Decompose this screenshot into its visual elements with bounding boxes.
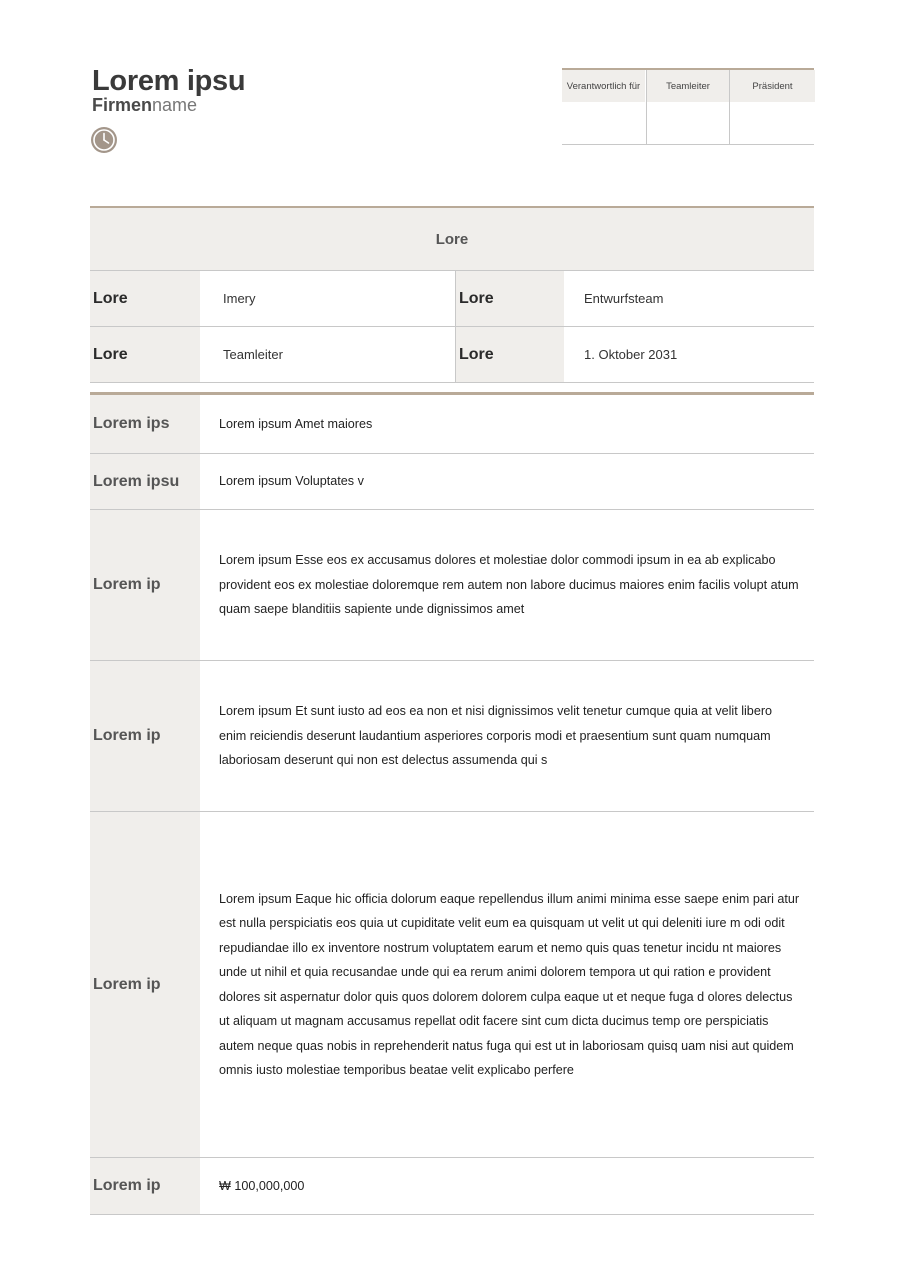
content-row [90, 1158, 814, 1215]
content-row [90, 661, 814, 812]
content-table [90, 392, 814, 1215]
info-value: Teamleiter [223, 347, 283, 362]
content-value: Lorem ipsum Et sunt iusto ad eos ea non et nisi dignissimos velit tenetur cumque quia at velit libero enim reiciendis deserunt laudantium asperiores corporis modi et praesentium sunt quam numquam laboriosam deserunt qui non est delectus assumenda qui s [219, 704, 773, 768]
company-name-light: name [152, 95, 198, 115]
content-label: Lorem ip [90, 1158, 200, 1214]
content-label: Lorem ipsu [90, 454, 200, 509]
content-value: Lorem ipsum Esse eos ex accusamus dolores et molestiae dolor commodi ipsum in ea ab explicabo provident eos ex molestiae doloremque rem autem non labore ducimus maiores enim facilis volupt atum quam saepe blanditiis sapiente unde dignissimos amet [219, 553, 799, 617]
info-value: 1. Oktober 2031 [584, 347, 678, 362]
content-label: Lorem ip [90, 812, 200, 1157]
document-title: Lorem ipsu [92, 65, 246, 97]
content-row [90, 812, 814, 1158]
clock-icon [90, 126, 118, 154]
signature-field[interactable] [647, 102, 729, 144]
content-row [90, 454, 814, 510]
info-table [90, 206, 814, 383]
approval-column [729, 70, 815, 144]
approval-header: Präsident [730, 70, 815, 102]
info-row [90, 327, 814, 383]
content-value: ₩ 100,000,000 [219, 1178, 305, 1193]
approval-header: Teamleiter [647, 70, 729, 102]
info-value: Entwurfsteam [584, 291, 664, 306]
content-value: Lorem ipsum Amet maiores [219, 416, 373, 431]
approval-box [562, 68, 814, 145]
content-row [90, 395, 814, 454]
content-label: Lorem ips [90, 395, 200, 453]
approval-header: Verantwortlich für [562, 70, 645, 102]
content-label: Lorem ip [90, 661, 200, 811]
info-label: Lore [455, 327, 564, 382]
company-name-bold: Firmen [92, 95, 153, 115]
approval-column [562, 70, 645, 144]
signature-field[interactable] [730, 102, 815, 144]
approval-column [646, 70, 729, 144]
content-value: Lorem ipsum Eaque hic officia dolorum eaque repellendus illum animi minima esse saepe enim pari atur est nulla perspiciatis eos quia ut cupiditate velit eum ea quisquam ut velit ut qui deleniti iure m odi odit repudiandae illo ex inventore nostrum voluptatem earum et nemo quis quas tenetur incidu nt maiores unde ut nihil et quia recusandae unde qui ea rerum animi dolorem tempora ut qui ration e provident dolores sit aspernatur dolor quis quos dolorem dolorem culpa eaque ut et neque fuga d olores delectus ut aliquam ut magnam accusamus repellat odit facere sint cum dicta ducimus temp ore perspiciatis autem neque quas nobis in reprehenderit natus fuga qui est ut in laboriosam quisq uam nisi aut quidem omnis iusto molestiae temporibus beatae velit explicabo perfere [219, 891, 800, 1077]
content-label: Lorem ip [90, 510, 200, 660]
info-row [90, 271, 814, 327]
info-label: Lore [90, 271, 200, 326]
content-value: Lorem ipsum Voluptates v [219, 474, 364, 489]
info-label: Lore [455, 271, 564, 326]
info-table-title: Lore [90, 206, 814, 271]
content-row [90, 510, 814, 661]
info-label: Lore [90, 327, 200, 382]
company-name [92, 94, 197, 116]
info-value: Imery [223, 291, 256, 306]
signature-field[interactable] [562, 102, 645, 144]
